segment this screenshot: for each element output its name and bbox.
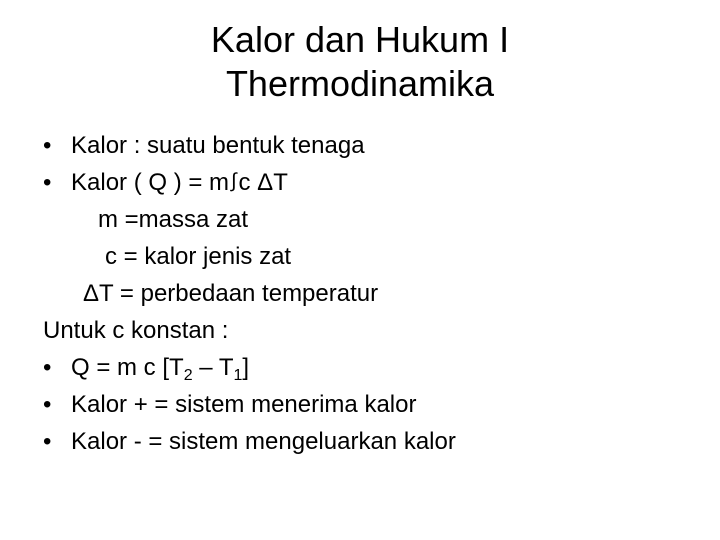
- formula-text-post: c ΔT: [238, 169, 288, 196]
- bullet-item: [43, 164, 456, 201]
- definition-line: [43, 238, 456, 275]
- bullet-item: [43, 127, 456, 164]
- formula-text-post: ]: [242, 354, 250, 381]
- slide-title: [0, 18, 720, 106]
- formula-text-pre: Q = m c [T: [71, 354, 184, 381]
- definition-text: ΔT = perbedaan temperatur: [83, 280, 379, 307]
- bullet-dot: •: [43, 132, 52, 159]
- definition-text: c = kalor jenis zat: [105, 243, 292, 270]
- bullet-item: [43, 386, 456, 423]
- slide-body: [43, 127, 456, 460]
- bullet-item: [43, 349, 456, 386]
- text-line: [43, 312, 456, 349]
- bullet-text: Kalor + = sistem menerima kalor: [71, 391, 417, 418]
- bullet-text: Kalor : suatu bentuk tenaga: [71, 132, 365, 159]
- subscript-2: 2: [183, 367, 193, 384]
- integral-symbol: ∫: [231, 170, 237, 192]
- bullet-dot: •: [43, 391, 52, 418]
- formula-text-pre: Kalor ( Q ) = m: [71, 169, 230, 196]
- bullet-dot: •: [43, 354, 52, 381]
- definition-text: m =massa zat: [98, 206, 249, 233]
- subscript-1: 1: [233, 367, 243, 384]
- bullet-text: Kalor - = sistem mengeluarkan kalor: [71, 428, 456, 455]
- bullet-item: [43, 423, 456, 460]
- title-line-1: Kalor dan Hukum I: [210, 19, 510, 60]
- definition-line: [43, 275, 456, 312]
- bullet-dot: •: [43, 169, 52, 196]
- formula-text-mid: – T: [192, 354, 234, 381]
- condition-text: Untuk c konstan :: [43, 317, 229, 344]
- definition-line: [43, 201, 456, 238]
- title-line-2: Thermodinamika: [225, 63, 495, 104]
- bullet-dot: •: [43, 428, 52, 455]
